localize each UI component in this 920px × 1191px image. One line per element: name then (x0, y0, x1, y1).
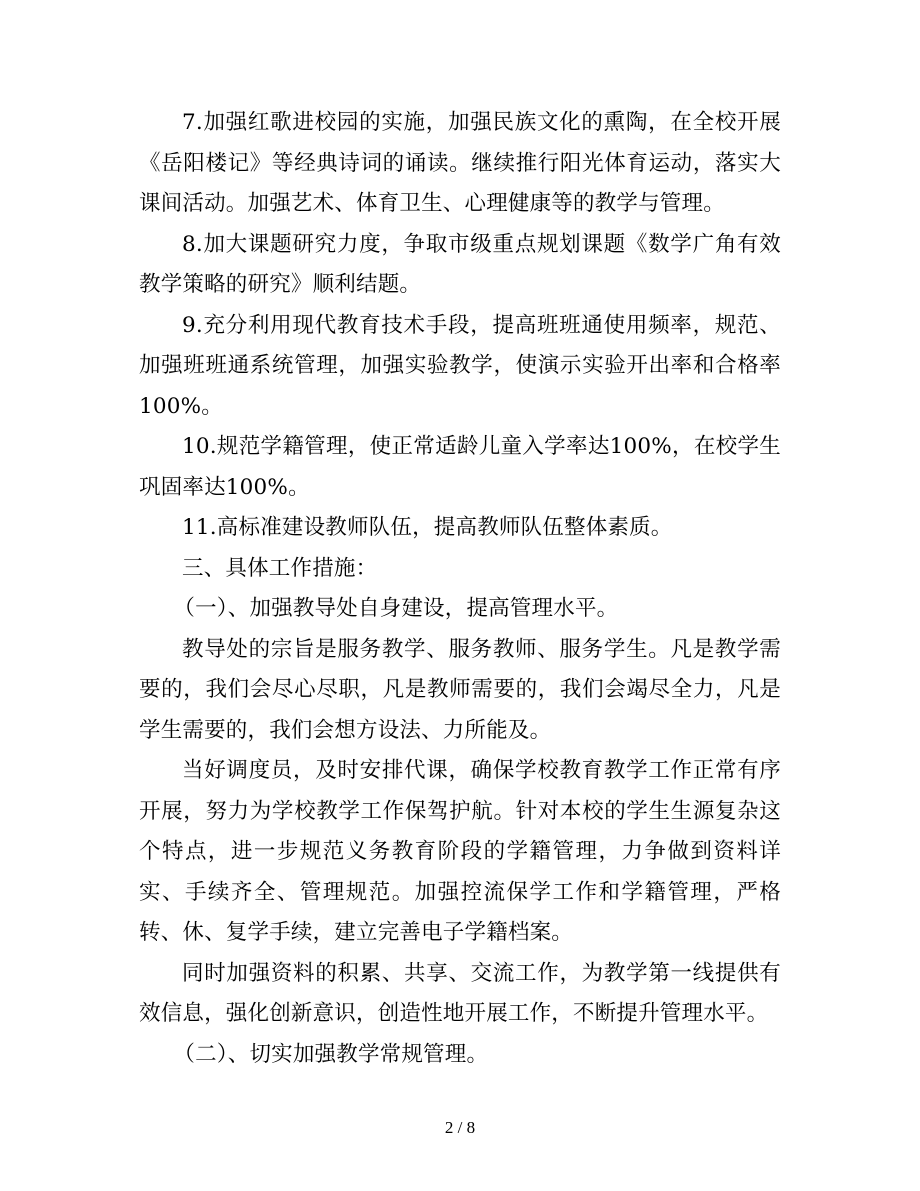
subsection-heading-2: （二）、切实加强教学常规管理。 (173, 1041, 489, 1067)
paragraph-resources: 同时加强资料的积累、共享、交流工作，为教学第一线提供有效信息，强化创新意识，创造性地开展工作，不断提升管理水平。 (139, 960, 781, 1026)
paragraph-item-7: 7.加强红歌进校园的实施，加强民族文化的熏陶，在全校开展《岳阳楼记》等经典诗词的诵读。继续推行阳光体育运动，落实大课间活动。加强艺术、体育卫生、心理健康等的教学与管理。 (139, 110, 781, 216)
paragraph-purpose: 教导处的宗旨是服务教学、服务教师、服务学生。凡是教学需要的，我们会尽心尽职，凡是教师需要的，我们会竭尽全力，凡是学生需要的，我们会想方设法、力所能及。 (139, 636, 781, 743)
subsection-heading-1: （一）、加强教导处自身建设，提高管理水平。 (173, 596, 619, 621)
document-body (139, 103, 781, 1075)
paragraph-item-10: 10.规范学籍管理，使正常适龄儿童入学率达100%，在校学生巩固率达100%。 (139, 434, 781, 500)
paragraph-dispatcher: 当好调度员，及时安排代课，确保学校教育教学工作正常有序开展，努力为学校教学工作保驾护航。针对本校的学生生源复杂这个特点，进一步规范义务教育阶段的学籍管理，力争做到资料详实、手续齐全、管理规范。加强控流保学工作和学籍管理，严格转、休、复学手续，建立完善电子学籍档案。 (139, 758, 781, 945)
paragraph-item-8: 8.加大课题研究力度，争取市级重点规划课题《数学广角有效教学策略的研究》顺利结题。 (139, 231, 781, 297)
section-heading-measures: 三、具体工作措施： (182, 555, 378, 581)
paragraph-item-11: 11.高标准建设教师队伍，提高教师队伍整体素质。 (182, 515, 673, 540)
page-number: 2 / 8 (444, 1118, 476, 1137)
paragraph-item-9: 9.充分利用现代教育技术手段，提高班班通使用频率，规范、加强班班通系统管理，加强实验教学，使演示实验开出率和合格率100%。 (139, 312, 781, 419)
